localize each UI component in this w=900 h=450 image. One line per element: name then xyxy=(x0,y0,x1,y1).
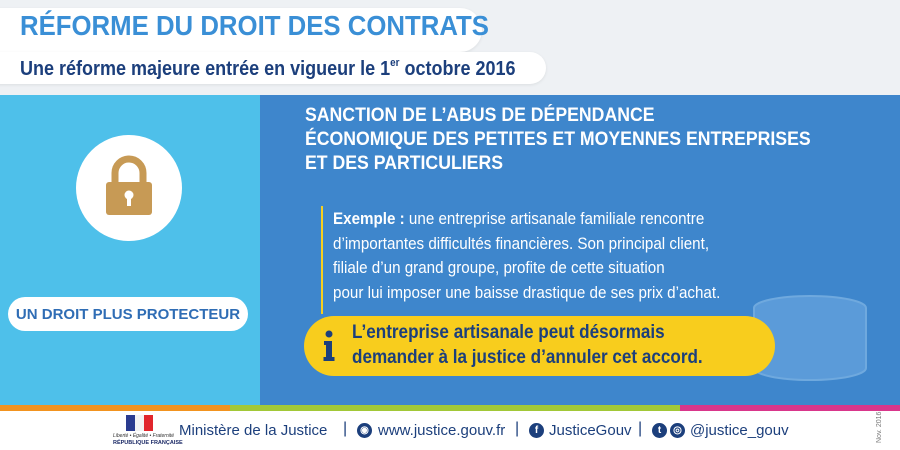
page-subtitle: Une réforme majeure entrée en vigueur le 1er octobre 2016 xyxy=(20,57,516,80)
footer-separator: | xyxy=(638,420,643,437)
logo-motto: Liberté • Égalité • Fraternité xyxy=(113,433,175,439)
heading-line: SANCTION DE L’ABUS DE DÉPENDANCE xyxy=(305,105,655,126)
marianne-logo-white xyxy=(135,415,144,431)
padlock-icon xyxy=(103,155,155,217)
lock-badge xyxy=(76,135,182,241)
footer-separator: | xyxy=(343,420,348,437)
date-code: Nov. 2016 xyxy=(876,411,883,443)
example-line: filiale d’un grand groupe, profite de cette situation xyxy=(333,259,665,277)
example-line: pour lui imposer une baisse drastique de ses prix d’achat. xyxy=(333,283,721,302)
info-icon xyxy=(322,330,336,362)
protection-badge xyxy=(8,297,248,331)
marianne-logo-red xyxy=(144,415,153,431)
instagram-icon[interactable]: ◎ xyxy=(670,423,685,438)
info-line: L’entreprise artisanale peut désormais xyxy=(352,322,665,343)
website-link[interactable]: www.justice.gouv.fr xyxy=(378,422,506,439)
facebook-link[interactable]: JusticeGouv xyxy=(549,422,632,439)
info-line: demander à la justice d’annuler cet accord. xyxy=(352,347,703,368)
heading-line: ET DES PARTICULIERS xyxy=(305,153,503,174)
ministry-name: Ministère de la Justice xyxy=(179,422,328,439)
heading-line: ÉCONOMIQUE DES PETITES ET MOYENNES ENTREPRISES xyxy=(305,129,811,150)
marianne-logo-blue xyxy=(126,415,135,431)
footer-separator: | xyxy=(515,420,520,437)
section-heading xyxy=(305,104,811,176)
example-label: Exemple : xyxy=(333,210,405,228)
social-handle-link[interactable]: @justice_gouv xyxy=(690,422,789,439)
example-line: d’importantes difficultés financières. Son principal client, xyxy=(333,234,710,253)
globe-icon: ◉ xyxy=(357,423,372,438)
twitter-icon[interactable]: t xyxy=(652,423,667,438)
info-callout-text xyxy=(352,320,703,370)
protection-badge-label: UN DROIT PLUS PROTECTEUR xyxy=(15,306,241,323)
example-line: une entreprise artisanale familiale rencontre xyxy=(404,210,705,228)
facebook-icon[interactable]: f xyxy=(529,423,544,438)
page-title: RÉFORME DU DROIT DES CONTRATS xyxy=(20,10,489,41)
logo-republic: RÉPUBLIQUE FRANÇAISE xyxy=(113,440,183,446)
example-accent-bar xyxy=(321,206,323,314)
example-block xyxy=(333,207,720,305)
